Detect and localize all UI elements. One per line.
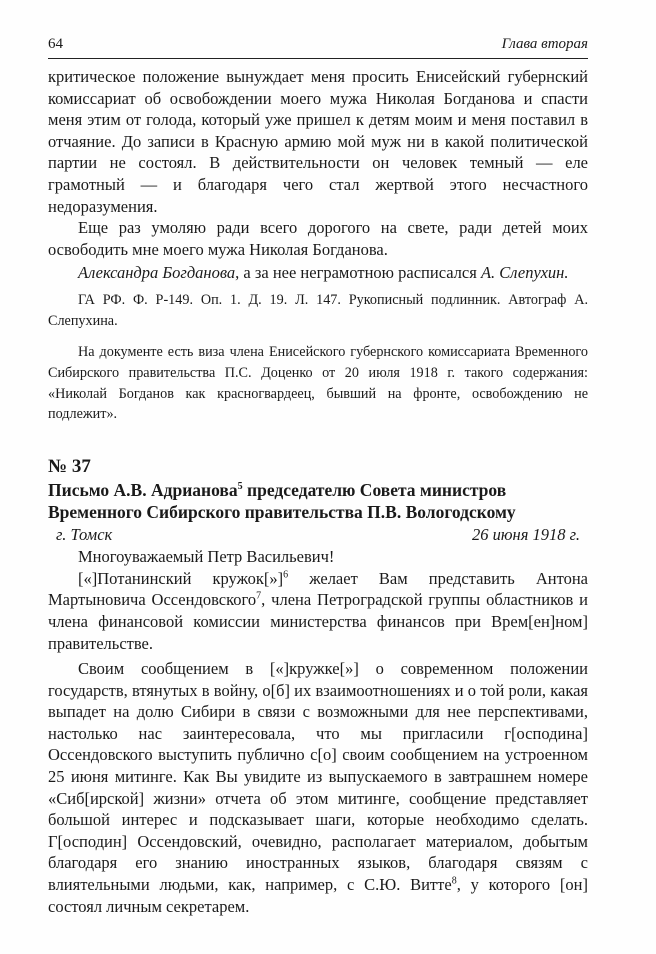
- document-place: г. Томск: [56, 524, 113, 544]
- salutation: Многоуважаемый Петр Васильевич!: [78, 546, 335, 566]
- letter-paragraph-1: [48, 568, 588, 654]
- footnote-ref: 5: [237, 480, 243, 492]
- archive-source: ГА РФ. Ф. Р-149. Оп. 1. Д. 19. Л. 147. Рукописный подлинник. Автограф А. Слепухина.: [48, 292, 588, 330]
- signature-name-2: А. Слепухин.: [480, 263, 569, 283]
- document-date: 26 июня 1918 г.: [472, 524, 580, 544]
- p1-part-b: желает Вам представить Антона Мартыновича Оссендовского: [48, 568, 588, 610]
- title-part-b: председателю Совета министров Временного Сибирского правительства П.В. Вологодскому: [48, 479, 516, 523]
- p2-part-b: , у которого [он] состоял личным секретарем.: [48, 875, 588, 916]
- p2-part-a: Своим сообщением в [«]кружке[»] о современном положении государств, втянутых в войну, о[б] их взаимоотношениях и о той роли, какая выпадет на долю Сибири в связи с возможными для нее перспективами, настолько нас заинтересовала, что мы пригласили г[осподина] Оссендовского выступить публично с[о] своим сообщением на устроенном 25 июня митинге. Как Вы увидите из выпускаемого в завтрашнем номере «Сиб[ирской] жизни» отчета об этом митинге, сообщение представляет большой интерес и подсказывает шаги, которые необходимо сделать. Г[осподин] Оссендовский, очевидно, располагает материалом, добытым благодаря его знанию иностранных языков, благодаря связям с влиятельными людьми, как, например, с С.Ю. Витте: [48, 659, 588, 895]
- document-title: [48, 479, 588, 524]
- page-header: [48, 36, 588, 56]
- p1-part-a: [«]Потанинский кружок[»]: [78, 568, 284, 588]
- signature-middle: , а за нее неграмотною расписался: [235, 263, 481, 283]
- paragraph-plea: Еще раз умоляю ради всего дорогого на свете, ради детей моих освободить мне моего мужа Николая Богданова.: [48, 218, 588, 259]
- place-date-line: [48, 524, 588, 546]
- letter-paragraph-2: [48, 658, 588, 917]
- paragraph-continued: критическое положение вынуждает меня просить Енисейский губернский комиссариат об освобождении моего мужа Николая Богданова и спасти меня этим от голода, который уже пришел к детям моим и меня поставил в отчаяние. До записи в Красную армию мой муж ни в какой политической партии не состоял. В действительности он человек темный — еле грамотный — и благодаря чего стал жертвой этого несчастного недоразумения.: [48, 67, 588, 216]
- signature-line: [48, 262, 588, 284]
- p1-part-c: , члена Петроградской группы областников и члена финансовой комиссии министерства финансов при Врем[ен]ном] правительстве.: [48, 590, 589, 653]
- page-body: [48, 66, 588, 917]
- title-part-a: Письмо А.В. Адрианова: [48, 479, 238, 500]
- footnote-ref: 8: [451, 875, 457, 887]
- running-title: Глава вторая: [501, 36, 588, 52]
- footnote-ref: 7: [256, 590, 262, 602]
- editorial-note: На документе есть виза члена Енисейского губернского комиссариата Временного Сибирского правительства П.С. Доценко от 20 июля 1918 г. такого содержания: «Николай Богданов как красногвардеец, бывший на фронте, освобождению не подлежит».: [48, 344, 588, 423]
- signature-name: Александра Богданова: [78, 263, 236, 283]
- footnote-ref: 6: [283, 569, 289, 581]
- page-number: 64: [48, 36, 63, 52]
- header-rule: [48, 58, 588, 59]
- document-number: № 37: [48, 455, 91, 477]
